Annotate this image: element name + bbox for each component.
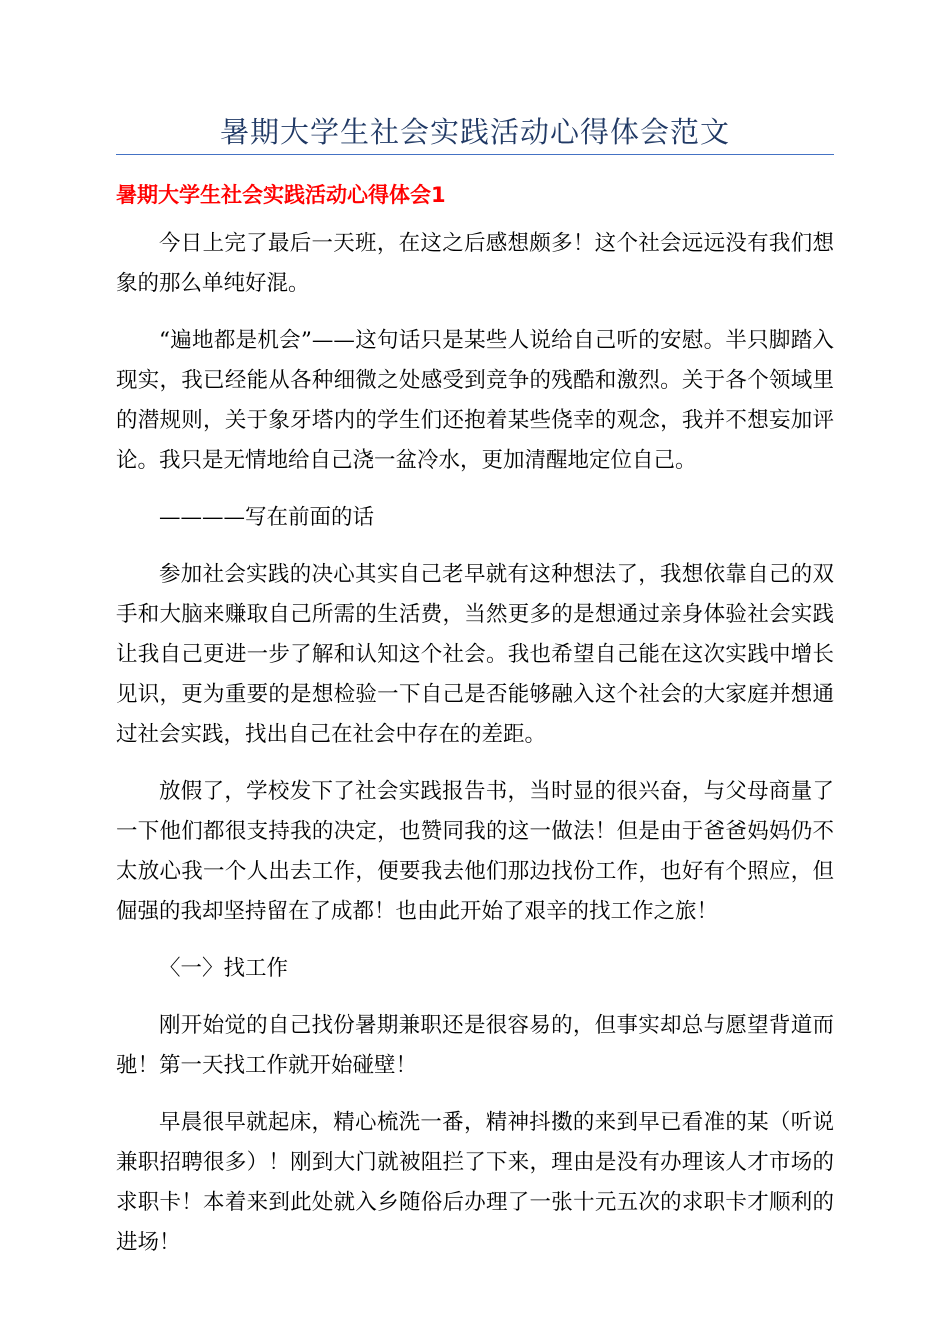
document-title: 暑期大学生社会实践活动心得体会范文 [219,115,730,149]
paragraph: 刚开始觉的自己找份暑期兼职还是很容易的，但事实却总与愿望背道而驰！第一天找工作就开始碰壁！ [116,1013,834,1078]
paragraph: 参加社会实践的决心其实自己老早就有这种想法了，我想依靠自己的双手和大脑来赚取自己所需的生活费，当然更多的是想通过亲身体验社会实践让我自己更进一步了解和认知这个社会。我也希望自己能在这次实践中增长见识，更为重要的是想检验一下自己是否能够融入这个社会的大家庭并想通过社会实践，找出自己在社会中存在的差距。 [116,562,834,747]
paragraph: 早晨很早就起床，精心梳洗一番，精神抖擞的来到早已看准的某（听说兼职招聘很多）！刚到大门就被阻拦了下来，理由是没有办理该人才市场的求职卡！本着来到此处就入乡随俗后办理了一张十元五次的求职卡才顺利的进场！ [116,1110,834,1255]
paragraph: 今日上完了最后一天班，在这之后感想颇多！这个社会远远没有我们想象的那么单纯好混。 [116,231,834,296]
paragraph: 放假了，学校发下了社会实践报告书，当时显的很兴奋，与父母商量了一下他们都很支持我的决定，也赞同我的这一做法！但是由于爸爸妈妈仍不太放心我一个人出去工作，便要我去他们那边找份工作，也好有个照应，但倔强的我却坚持留在了成都！也由此开始了艰辛的找工作之旅！ [116,779,834,924]
title-underline-rule [116,154,834,155]
subsection-heading: 〈一〉找工作 [159,956,289,981]
paragraph-signoff: ————写在前面的话 [159,505,375,530]
section-heading: 暑期大学生社会实践活动心得体会1 [116,183,446,207]
paragraph: “遍地都是机会”——这句话只是某些人说给自己听的安慰。半只脚踏入现实，我已经能从各种细微之处感受到竞争的残酷和激烈。关于各个领域里的潜规则，关于象牙塔内的学生们还抱着某些侥幸的观念，我并不想妄加评论。我只是无情地给自己浇一盆冷水，更加清醒地定位自己。 [116,328,834,473]
document-body [116,224,834,1280]
